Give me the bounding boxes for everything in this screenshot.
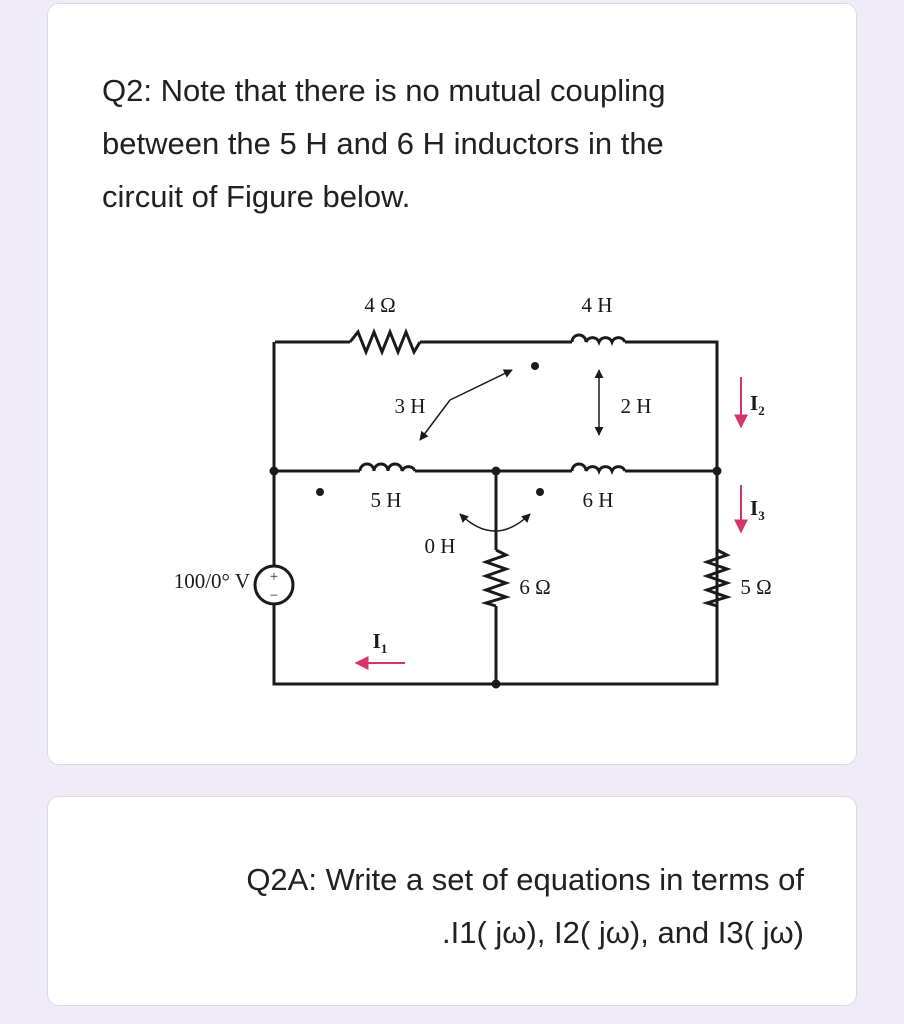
resistor-6ohm <box>486 550 506 606</box>
label-0-henry: 0 H <box>424 534 456 558</box>
inductor-5h <box>360 464 415 471</box>
label-3-henry: 3 H <box>394 394 426 418</box>
label-5-ohm: 5 Ω <box>740 575 772 599</box>
circuit-figure <box>120 270 800 700</box>
polarity-dots <box>316 362 544 496</box>
label-i1: $I_1$ <box>372 629 388 656</box>
question-text <box>102 64 802 223</box>
question-line-2: between the 5 H and 6 H inductors in the <box>102 126 664 161</box>
label-i2: $I_2$ <box>750 391 765 418</box>
label-source: 100/0° V <box>173 569 250 593</box>
label-6-ohm: 6 Ω <box>519 575 551 599</box>
inductor-6h <box>572 464 625 471</box>
label-2-henry: 2 H <box>620 394 652 418</box>
question-q2a-line-2: .I1( jω), I2( jω), and I3( jω) <box>441 915 804 950</box>
source-plus-sign: + <box>269 569 279 585</box>
question-q2a-text <box>128 853 804 959</box>
question-line-3: circuit of Figure below. <box>102 179 411 214</box>
resistor-4ohm <box>350 332 420 352</box>
label-4-henry: 4 H <box>581 293 613 317</box>
label-6-henry: 6 H <box>582 488 614 512</box>
source-minus-sign: − <box>269 588 279 604</box>
question-q2a-line-1: Q2A: Write a set of equations in terms of <box>246 862 804 897</box>
label-5-henry: 5 H <box>370 488 402 512</box>
label-i3: $I_3$ <box>750 496 765 523</box>
inductor-4h <box>572 335 625 342</box>
mutual-3h-arrow <box>450 370 512 400</box>
question-card-q2a <box>47 796 857 1006</box>
question-line-1: Q2: Note that there is no mutual coupling <box>102 73 666 108</box>
label-4-ohm: 4 Ω <box>364 293 396 317</box>
